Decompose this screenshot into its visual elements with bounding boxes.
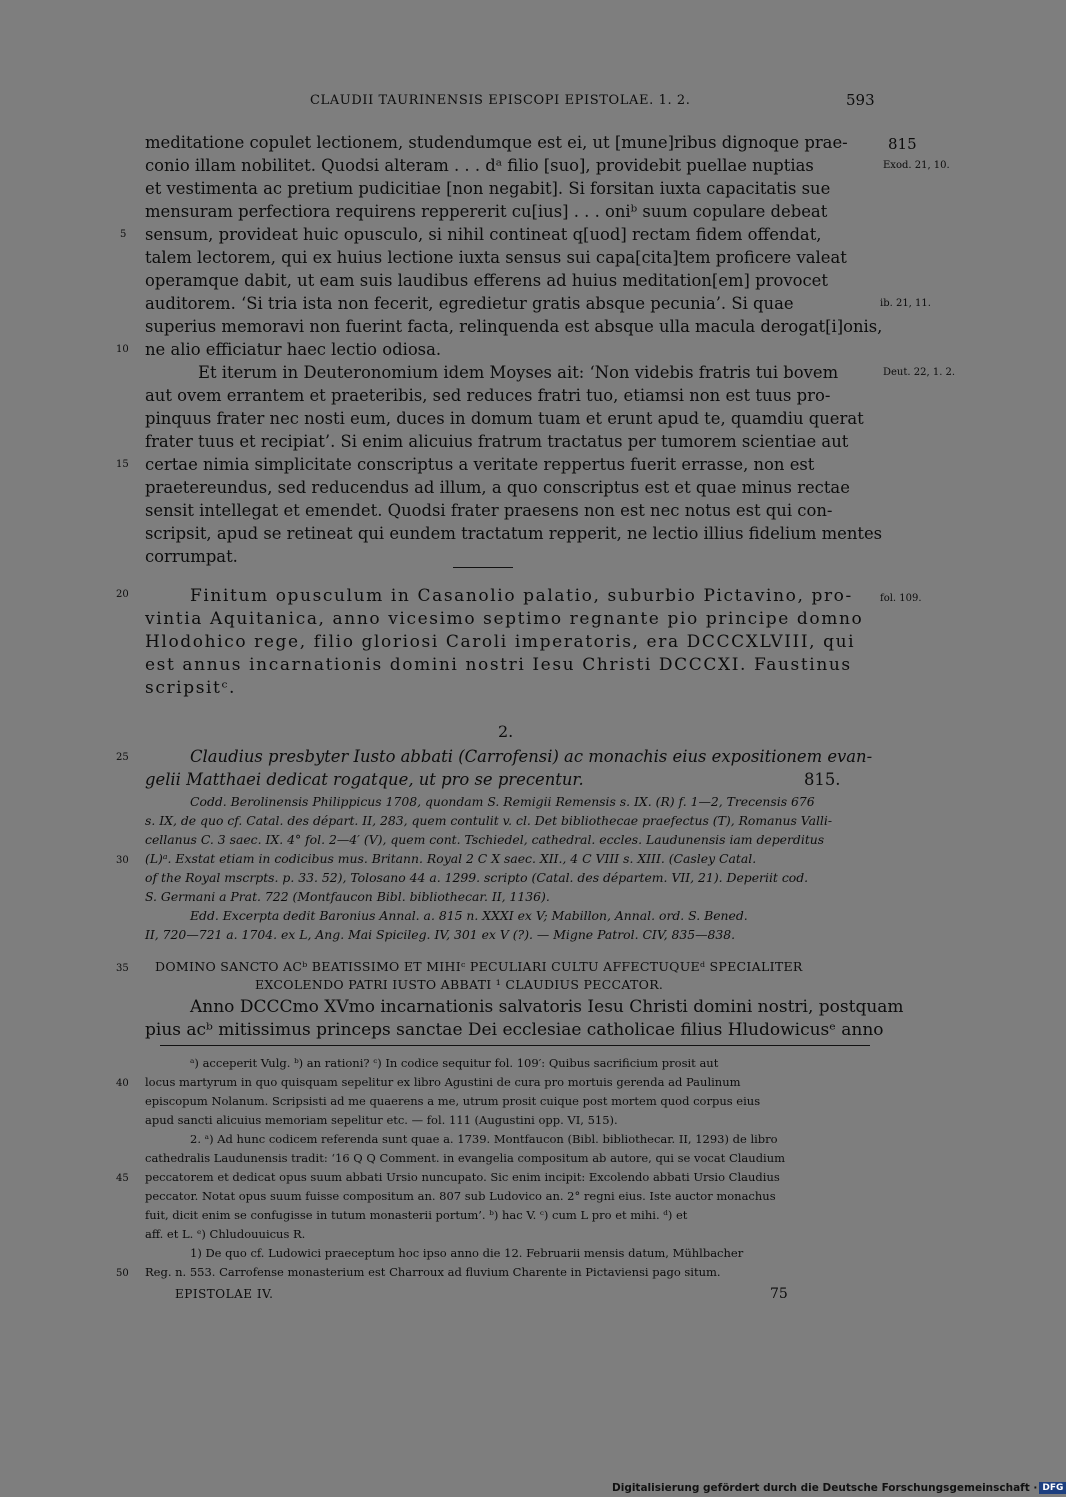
line-number: 10 [116, 344, 129, 355]
text-line: et vestimenta ac pretium pudicitiae [non negabit]. Si forsitan iuxta capacitatis sue [145, 179, 831, 198]
margin-reference: ib. 21, 11. [880, 298, 931, 309]
summary-year: 815. [804, 770, 841, 789]
source-line: of the Royal mscrpts. p. 33. 52), Tolosano 44 a. 1299. scripto (Catal. des départem. VII, 21). Deperiit cod. [145, 870, 809, 885]
source-line: II, 720—721 a. 1704. ex L, Ang. Mai Spicileg. IV, 301 ex V (?). — Migne Patrol. CIV, 835—838. [145, 927, 736, 942]
footnote-line: fuit, dicit enim se confugisse in tutum monasterii portum’. ᵇ) hac V. ᶜ) cum L pro et mihi. ᵈ) et [145, 1208, 688, 1222]
text-line: pinquus frater nec nosti eum, duces in domum tuam et erunt apud te, quamdiu querat [145, 409, 864, 428]
text-line: auditorem. ‘Si tria ista non fecerit, egredietur gratis absque pecunia’. Si quae [145, 294, 794, 313]
text-line: meditatione copulet lectionem, studendumque est ei, ut [mune]ribus dignoque prae- [145, 133, 848, 152]
colophon-line: scripsitᶜ. [145, 678, 236, 698]
epistle-summary: gelii Matthaei dedicat rogatque, ut pro se precentur. [145, 770, 584, 789]
text-line: sensum, provideat huic opusculo, si nihil contineat q[uod] rectam fidem offendat, [145, 225, 822, 244]
footnote-line: cathedralis Laudunensis tradit: ‘16 Q Q Comment. in evangelia compositum ab autore, qui se vocat Claudium [145, 1151, 786, 1165]
text-line: Anno DCCCmo XVmo incarnationis salvatoris Iesu Christi domini nostri, postquam [190, 997, 904, 1017]
footnote-line: ᵃ) acceperit Vulg. ᵇ) an rationi? ᶜ) In codice sequitur fol. 109′: Quibus sacrificium prosit aut [190, 1056, 719, 1070]
footnote-line: 1) De quo cf. Ludowici praeceptum hoc ipso anno die 12. Februarii mensis datum, Mühlbacher [190, 1246, 744, 1260]
line-number: 50 [116, 1268, 129, 1279]
signature-number: 75 [770, 1286, 788, 1302]
page-number: 593 [846, 91, 875, 109]
digitization-credit [612, 1482, 1066, 1494]
section-divider [453, 567, 513, 568]
source-line: cellanus C. 3 saec. IX. 4° fol. 2—4′ (V), quem cont. Tschiedel, cathedral. eccles. Laudunensis iam deperditus [145, 832, 825, 847]
line-number: 5 [120, 229, 127, 240]
text-line: scripsit, apud se retineat qui eundem tractatum repperit, ne lectio illius fidelium mentes [145, 524, 883, 543]
colophon-line: Hlodohico rege, filio gloriosi Caroli imperatoris, era DCCCXLVIII, qui [145, 632, 856, 652]
margin-reference: fol. 109. [880, 593, 922, 604]
margin-reference: Deut. 22, 1. 2. [883, 367, 956, 378]
colophon-line: Finitum opusculum in Casanolio palatio, suburbio Pictavino, pro- [190, 586, 853, 606]
text-line: aut ovem errantem et praeteribis, sed reduces fratri tuo, etiamsi non est tuus pro- [145, 386, 831, 405]
source-line: s. IX, de quo cf. Catal. des départ. II, 283, quem contulit v. cl. Det bibliothecae praefectus (T), Romanus Valli- [145, 813, 833, 828]
source-line: S. Germani a Prat. 722 (Montfaucon Bibl. bibliothecar. II, 1136). [145, 889, 550, 904]
dfg-logo: DFG [1039, 1482, 1066, 1494]
footnote-line: apud sancti alicuius memoriam sepelitur etc. — fol. 111 (Augustini opp. VI, 515). [145, 1113, 618, 1127]
colophon-line: vintia Aquitanica, anno vicesimo septimo regnante pio principe domno [145, 609, 864, 629]
footnote-line: 2. ᵃ) Ad hunc codicem referenda sunt quae a. 1739. Montfaucon (Bibl. bibliothecar. II, 1293) de libro [190, 1132, 778, 1146]
line-number: 30 [116, 855, 129, 866]
margin-reference: Exod. 21, 10. [883, 160, 950, 171]
text-line: frater tuus et recipiat’. Si enim alicuius fratrum tractatus per tumorem scientiae aut [145, 432, 849, 451]
signature-mark: EPISTOLAE IV. [175, 1287, 274, 1301]
running-title: CLAUDII TAURINENSIS EPISCOPI EPISTOLAE. 1. 2. [310, 93, 691, 108]
text-line: certae nimia simplicitate conscriptus a veritate reppertus fuerit errasse, non est [145, 455, 815, 474]
credit-text: Digitalisierung gefördert durch die Deutsche Forschungsgemeinschaft · [612, 1482, 1038, 1494]
footnote-rule [160, 1045, 870, 1046]
text-line: praetereundus, sed reducendus ad illum, a quo conscriptus est et quae minus rectae [145, 478, 850, 497]
footnote-line: episcopum Nolanum. Scripsisti ad me quaerens a me, utrum prosit cuique post mortem quod corpus eius [145, 1094, 761, 1108]
text-line: mensuram perfectiora requirens reppererit cu[ius] . . . oniᵇ suum copulare debeat [145, 202, 828, 221]
text-line: Et iterum in Deuteronomium idem Moyses ait: ‘Non videbis fratris tui bovem [198, 363, 839, 382]
line-number: 45 [116, 1173, 129, 1184]
text-line: ne alio efficiatur haec lectio odiosa. [145, 340, 442, 359]
text-line: corrumpat. [145, 547, 238, 566]
text-line: talem lectorem, qui ex huius lectione iuxta sensus sui capa[cita]tem proficere valeat [145, 248, 847, 267]
footnote-line: peccator. Notat opus suum fuisse compositum an. 807 sub Ludovico an. 2° regni eius. Iste auctor monachus [145, 1189, 776, 1203]
footnote-line: peccatorem et dedicat opus suum abbati Ursio nuncupato. Sic enim incipit: Excolendo abbati Ursio Claudius [145, 1170, 780, 1184]
source-line: Codd. Berolinensis Philippicus 1708, quondam S. Remigii Remensis s. IX. (R) f. 1—2, Trecensis 676 [190, 794, 815, 809]
address-line: EXCOLENDO PATRI IUSTO ABBATI ¹ CLAUDIUS PECCATOR. [255, 977, 664, 992]
epistle-summary: Claudius presbyter Iusto abbati (Carrofensi) ac monachis eius expositionem evan- [190, 747, 873, 766]
line-number: 25 [116, 752, 129, 763]
colophon-line: est annus incarnationis domini nostri Iesu Christi DCCCXI. Faustinus [145, 655, 852, 675]
source-line: (L)ᵃ. Exstat etiam in codicibus mus. Britann. Royal 2 C X saec. XII., 4 C VIII s. XIII. (Casley Catal. [145, 851, 757, 866]
footnote-line: locus martyrum in quo quisquam sepelitur ex libro Agustini de cura pro mortuis gerenda ad Paulinum [145, 1075, 741, 1089]
line-number: 20 [116, 589, 129, 600]
epistle-number: 2. [498, 722, 514, 741]
text-line: conio illam nobilitet. Quodsi alteram . . . dᵃ filio [suo], providebit puellae nuptias [145, 156, 814, 175]
footnote-line: aff. et L. ᵉ) Chludouuicus R. [145, 1227, 306, 1241]
source-line: Edd. Excerpta dedit Baronius Annal. a. 815 n. XXXI ex V; Mabillon, Annal. ord. S. Bened. [190, 908, 748, 923]
text-line: superius memoravi non fuerint facta, relinquenda est absque ulla macula derogat[i]onis, [145, 317, 883, 336]
text-line: operamque dabit, ut eam suis laudibus efferens ad huius meditation[em] provocet [145, 271, 828, 290]
line-number: 40 [116, 1078, 129, 1089]
footnote-line: Reg. n. 553. Carrofense monasterium est Charroux ad fluvium Charente in Pictaviensi pago situm. [145, 1265, 721, 1279]
address-line: DOMINO SANCTO ACᵇ BEATISSIMO ET MIHIᶜ PECULIARI CULTU AFFECTUQUEᵈ SPECIALITER [155, 959, 803, 974]
line-number: 15 [116, 459, 129, 470]
margin-year: 815 [888, 135, 917, 153]
text-line: sensit intellegat et emendet. Quodsi frater praesens non est nec notus est qui con- [145, 501, 833, 520]
line-number: 35 [116, 963, 129, 974]
text-line: pius acᵇ mitissimus princeps sanctae Dei ecclesiae catholicae filius Hludowicusᵉ anno [145, 1020, 884, 1040]
